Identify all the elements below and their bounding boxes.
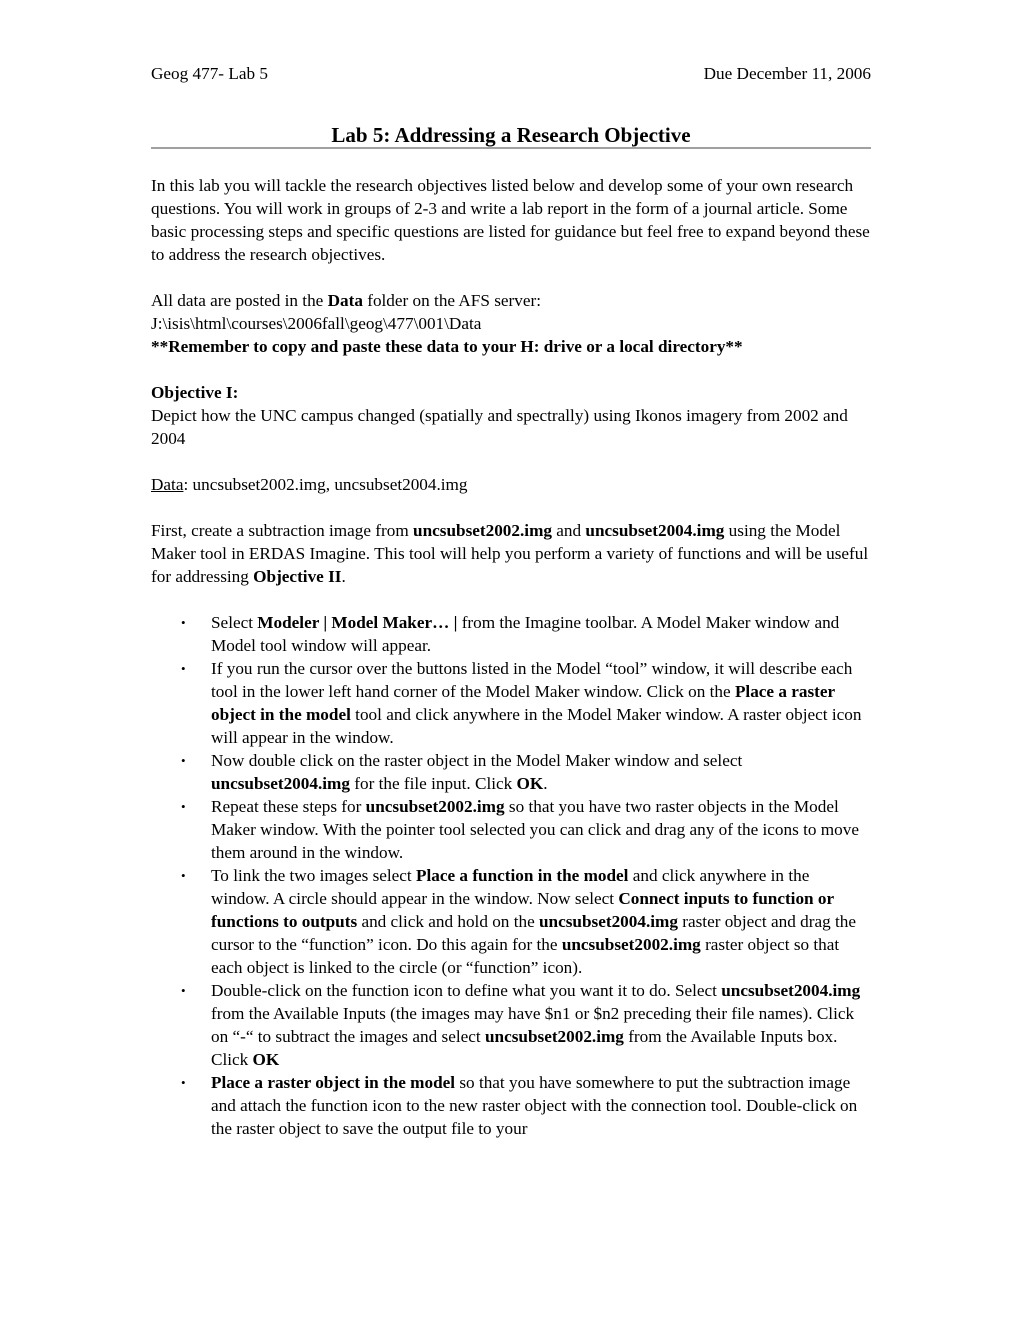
data-path: J:\isis\html\courses\2006fall\geog\477\001\Data [151, 314, 482, 333]
header-due-date: Due December 11, 2006 [703, 64, 871, 83]
objective-heading: Objective I: [151, 383, 239, 402]
objective-text: Depict how the UNC campus changed (spatially and spectrally) using Ikonos imagery from 2002 and 2004 [151, 406, 848, 448]
page-header [151, 62, 871, 85]
bullet-icon: • [181, 753, 186, 768]
objective-paragraph [151, 381, 871, 450]
bullet-icon: • [181, 868, 186, 883]
copy-reminder: **Remember to copy and paste these data to your H: drive or a local directory** [151, 337, 743, 356]
bullet-icon: • [181, 1075, 186, 1090]
bullet-icon: • [181, 983, 186, 998]
bullet-icon: • [181, 799, 186, 814]
data-label: Data [151, 475, 184, 494]
list-item: • Double-click on the function icon to define what you want it to do. Select uncsubset2004.img from the Available Inputs (the images may have $n1 or $n2 preceding their file names). Click on “-“ to subtract the images and select uncsubset2002.img from the Available Inputs box. Click OK [181, 981, 861, 1069]
list-item: • If you run the cursor over the buttons listed in the Model “tool” window, it will describe each tool in the lower left hand corner of the Model Maker window. Click on the Place a raster object in the model tool and click anywhere in the Model Maker window. A raster object icon will appear in the window. [181, 659, 862, 747]
bullet-icon: • [181, 615, 186, 630]
list-item: • Now double click on the raster object in the Model Maker window and select uncsubset2004.img for the file input. Click OK. [181, 751, 743, 793]
list-item: • Place a raster object in the model so that you have somewhere to put the subtraction image and attach the function icon to the new raster object with the connection tool. Double-click on the raster object to save the output file to your [181, 1073, 858, 1138]
data-folder-name: Data [327, 291, 363, 310]
header-course: Geog 477- Lab 5 [151, 64, 268, 83]
data-files-paragraph [151, 473, 871, 496]
data-location-paragraph: All data are posted in the Data folder on the AFS server: J:\isis\html\courses\2006fall\geog\477\001\Data **Remember to copy and paste these data to your H: drive or a local directory** [151, 291, 743, 356]
list-item: • Select Modeler | Model Maker… | from the Imagine toolbar. A Model Maker window and Model tool window will appear. [181, 613, 840, 655]
list-item: • Repeat these steps for uncsubset2002.img so that you have two raster objects in the Model Maker window. With the pointer tool selected you can click and drag any of the icons to move them around in the window. [181, 797, 859, 862]
step-list [151, 611, 871, 1140]
data-file-list: : uncsubset2002.img, uncsubset2004.img [183, 475, 468, 494]
first-step-paragraph: First, create a subtraction image from uncsubset2002.img and uncsubset2004.img using the Model Maker tool in ERDAS Imagine. This tool will help you perform a variety of functions and will be useful for addressing Objective II. [151, 521, 869, 586]
page-title: Lab 5: Addressing a Research Objective [331, 123, 691, 147]
bullet-icon: • [181, 661, 186, 676]
intro-paragraph: In this lab you will tackle the research objectives listed below and develop some of your own research questions. You will work in groups of 2-3 and write a lab report in the form of a journal article. Some basic processing steps and specific questions are listed for guidance but feel free to expand beyond these to address the research objectives. [151, 176, 870, 264]
title-underline-rule [151, 147, 871, 149]
list-item: • To link the two images select Place a function in the model and click anywhere in the window. A circle should appear in the window. Now select Connect inputs to function or functions to outputs and click and hold on the uncsubset2004.img raster object and drag the cursor to the “function” icon. Do this again for the uncsubset2002.img raster object so that each object is linked to the circle (or “function” icon). [181, 866, 856, 977]
document-body [151, 174, 871, 1140]
